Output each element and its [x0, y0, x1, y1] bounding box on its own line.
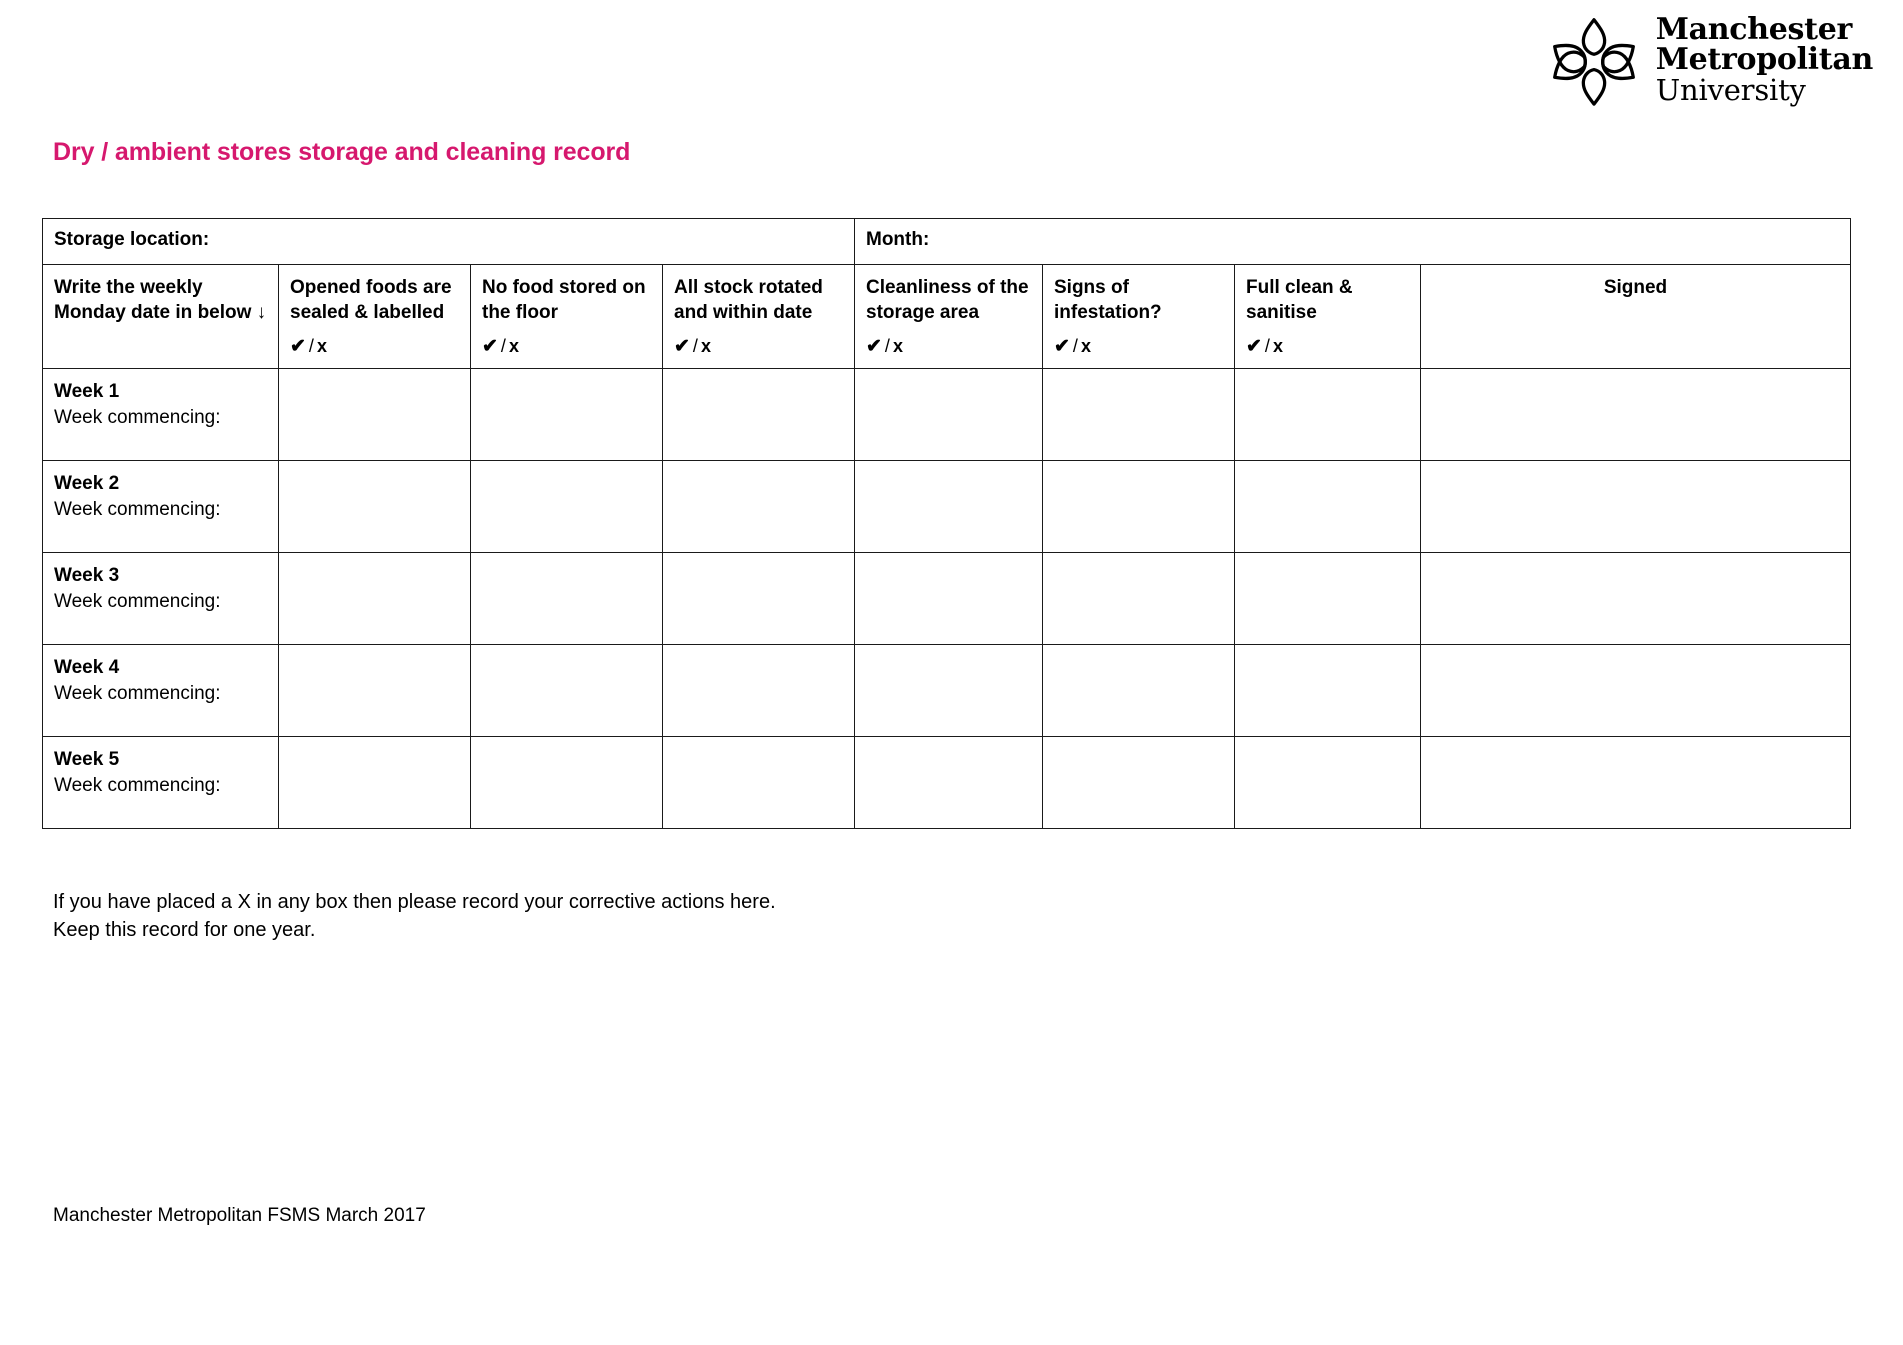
week-number: Week 2 — [54, 473, 120, 494]
logo-line-metropolitan: Metropolitan — [1655, 42, 1873, 78]
page-title: Dry / ambient stores storage and cleaning record — [53, 138, 631, 166]
column-header-label: Signed — [1603, 277, 1668, 298]
entry-cell-stock-rotated[interactable] — [663, 461, 855, 553]
entry-cell-cleanliness[interactable] — [855, 737, 1043, 829]
note-line-retention: Keep this record for one year. — [53, 919, 316, 942]
entry-cell-signs-of-infestation[interactable] — [1043, 553, 1235, 645]
week-number: Week 3 — [54, 565, 120, 586]
corrective-actions-note — [53, 888, 776, 945]
week-label-cell[interactable] — [43, 737, 279, 829]
entry-cell-full-clean-sanitise[interactable] — [1235, 369, 1421, 461]
cross-icon: x — [700, 335, 711, 356]
check-icon: ✔ — [866, 335, 882, 357]
week-commencing-label: Week commencing: — [54, 498, 221, 520]
week-commencing-label: Week commencing: — [54, 590, 221, 612]
entry-cell-signs-of-infestation[interactable] — [1043, 645, 1235, 737]
slash-separator: / — [308, 335, 314, 356]
table-row — [43, 461, 1851, 553]
entry-cell-signed[interactable] — [1421, 369, 1851, 461]
entry-cell-opened-foods-sealed[interactable] — [279, 645, 471, 737]
entry-cell-opened-foods-sealed[interactable] — [279, 737, 471, 829]
week-commencing-label: Week commencing: — [54, 774, 221, 796]
column-header-signed — [1421, 265, 1851, 369]
column-header-stock-rotated — [663, 265, 855, 369]
table-row — [43, 553, 1851, 645]
table-meta-row — [43, 219, 1851, 265]
mmu-logo — [1546, 11, 1873, 107]
slash-separator: / — [1264, 335, 1270, 356]
column-header-label: Opened foods are sealed & labelled — [290, 277, 452, 324]
column-header-opened-foods-sealed — [279, 265, 471, 369]
entry-cell-signs-of-infestation[interactable] — [1043, 461, 1235, 553]
entry-cell-no-food-on-floor[interactable] — [471, 737, 663, 829]
column-header-label: All stock rotated and within date — [674, 277, 823, 324]
week-label-cell[interactable] — [43, 645, 279, 737]
entry-cell-cleanliness[interactable] — [855, 645, 1043, 737]
column-header-label: Write the weekly Monday date in below ↓ — [54, 277, 267, 324]
slash-separator: / — [500, 335, 506, 356]
column-header-label: Signs of infestation? — [1054, 277, 1162, 324]
column-header-weekly-date — [43, 265, 279, 369]
tick-cross-legend — [1054, 334, 1091, 359]
check-icon: ✔ — [482, 335, 498, 357]
week-number: Week 1 — [54, 381, 120, 402]
document-footer: Manchester Metropolitan FSMS March 2017 — [53, 1205, 426, 1226]
slash-separator: / — [884, 335, 890, 356]
note-line-corrective-actions: If you have placed a X in any box then please record your corrective actions here. — [53, 891, 776, 913]
check-icon: ✔ — [1054, 335, 1070, 357]
tick-cross-legend — [1246, 334, 1283, 359]
tick-cross-legend — [674, 334, 711, 359]
entry-cell-cleanliness[interactable] — [855, 369, 1043, 461]
entry-cell-no-food-on-floor[interactable] — [471, 369, 663, 461]
storage-location-cell[interactable] — [43, 219, 855, 265]
check-icon: ✔ — [1246, 335, 1262, 357]
week-label-cell[interactable] — [43, 553, 279, 645]
week-number: Week 5 — [54, 749, 120, 770]
entry-cell-signed[interactable] — [1421, 645, 1851, 737]
column-header-label: No food stored on the floor — [482, 277, 646, 324]
entry-cell-stock-rotated[interactable] — [663, 737, 855, 829]
week-commencing-label: Week commencing: — [54, 682, 221, 704]
column-header-no-food-on-floor — [471, 265, 663, 369]
entry-cell-opened-foods-sealed[interactable] — [279, 553, 471, 645]
entry-cell-stock-rotated[interactable] — [663, 645, 855, 737]
column-header-signs-of-infestation — [1043, 265, 1235, 369]
mmu-logo-wordmark — [1655, 11, 1873, 107]
logo-line-university: University — [1655, 72, 1806, 107]
entry-cell-stock-rotated[interactable] — [663, 369, 855, 461]
entry-cell-opened-foods-sealed[interactable] — [279, 461, 471, 553]
week-number: Week 4 — [54, 657, 120, 678]
month-label: Month: — [866, 229, 930, 250]
slash-separator: / — [692, 335, 698, 356]
entry-cell-signed[interactable] — [1421, 737, 1851, 829]
table-row — [43, 369, 1851, 461]
entry-cell-signs-of-infestation[interactable] — [1043, 369, 1235, 461]
slash-separator: / — [1072, 335, 1078, 356]
tick-cross-legend — [482, 334, 519, 359]
month-cell[interactable] — [855, 219, 1851, 265]
entry-cell-stock-rotated[interactable] — [663, 553, 855, 645]
week-commencing-label: Week commencing: — [54, 406, 221, 428]
column-header-cleanliness — [855, 265, 1043, 369]
storage-location-label: Storage location: — [54, 229, 210, 250]
storage-cleaning-record-table — [42, 218, 1851, 829]
check-icon: ✔ — [290, 335, 306, 357]
table-header-row — [43, 265, 1851, 369]
cross-icon: x — [508, 335, 519, 356]
entry-cell-signed[interactable] — [1421, 461, 1851, 553]
entry-cell-full-clean-sanitise[interactable] — [1235, 461, 1421, 553]
check-icon: ✔ — [674, 335, 690, 357]
entry-cell-signed[interactable] — [1421, 553, 1851, 645]
entry-cell-no-food-on-floor[interactable] — [471, 645, 663, 737]
entry-cell-cleanliness[interactable] — [855, 553, 1043, 645]
entry-cell-full-clean-sanitise[interactable] — [1235, 737, 1421, 829]
table-row — [43, 737, 1851, 829]
entry-cell-signs-of-infestation[interactable] — [1043, 737, 1235, 829]
tick-cross-legend — [866, 334, 903, 359]
entry-cell-cleanliness[interactable] — [855, 461, 1043, 553]
entry-cell-opened-foods-sealed[interactable] — [279, 369, 471, 461]
cross-icon: x — [316, 335, 327, 356]
entry-cell-no-food-on-floor[interactable] — [471, 553, 663, 645]
mmu-trefoil-logo-icon — [1546, 14, 1642, 106]
column-header-label: Cleanliness of the storage area — [866, 277, 1029, 324]
entry-cell-full-clean-sanitise[interactable] — [1235, 553, 1421, 645]
entry-cell-full-clean-sanitise[interactable] — [1235, 645, 1421, 737]
tick-cross-legend — [290, 334, 327, 359]
cross-icon: x — [892, 335, 903, 356]
week-label-cell[interactable] — [43, 369, 279, 461]
column-header-full-clean-sanitise — [1235, 265, 1421, 369]
cross-icon: x — [1080, 335, 1091, 356]
entry-cell-no-food-on-floor[interactable] — [471, 461, 663, 553]
table-row — [43, 645, 1851, 737]
week-label-cell[interactable] — [43, 461, 279, 553]
logo-line-manchester: Manchester — [1655, 11, 1852, 47]
cross-icon: x — [1272, 335, 1283, 356]
column-header-label: Full clean & sanitise — [1246, 277, 1353, 324]
